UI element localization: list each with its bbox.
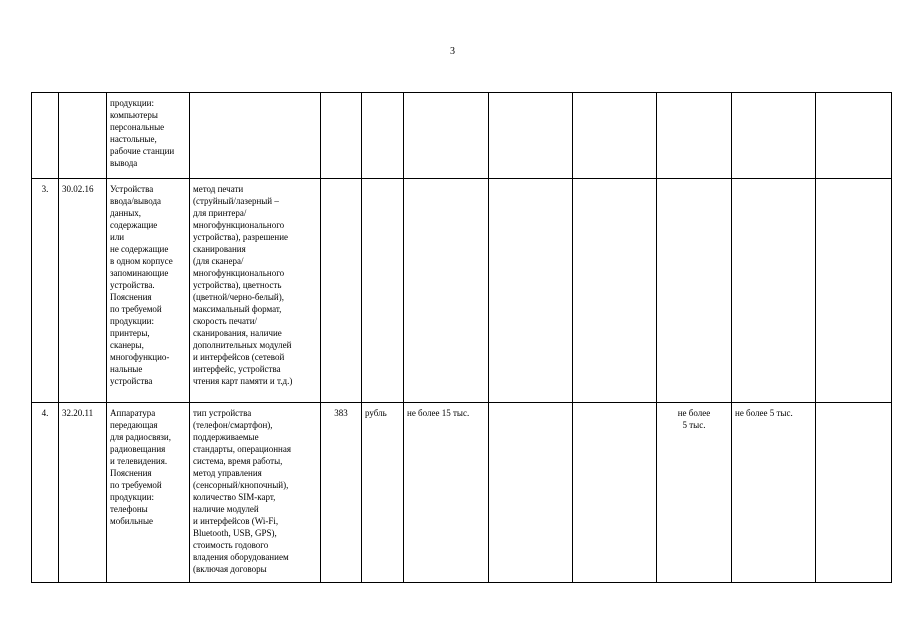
- okei-code-cell: [321, 93, 362, 179]
- characteristics-cell: [190, 93, 321, 179]
- value-cell: [404, 179, 489, 403]
- value-cell: [573, 179, 657, 403]
- table-row: [32, 93, 892, 179]
- characteristics-cell: тип устройства (телефон/смартфон), поддерживаемые стандарты, операционная система, время работы, метод управления (сенсорный/кнопочный), количество SIM-карт, наличие модулей и интерфейсов (Wi-Fi, Bluetooth, USB, GPS), стоимость годового владения оборудованием (включая договоры: [190, 403, 321, 583]
- unit-cell: [362, 93, 404, 179]
- value-cell: не более 5 тыс.: [732, 403, 816, 583]
- value-cell: не более 15 тыс.: [404, 403, 489, 583]
- value-cell: [489, 179, 573, 403]
- unit-cell: рубль: [362, 403, 404, 583]
- okpd-code-cell: [59, 93, 107, 179]
- row-number-cell: 4.: [32, 403, 59, 583]
- value-cell: [732, 179, 816, 403]
- value-cell: [573, 93, 657, 179]
- value-cell: [816, 179, 892, 403]
- requirements-table: [31, 92, 892, 583]
- table-row: [32, 403, 892, 583]
- value-cell: не более 5 тыс.: [657, 403, 732, 583]
- characteristics-cell: метод печати (струйный/лазерный – для принтера/ многофункционального устройства), разрешение сканирования (для сканера/ многофункционального устройства), цветность (цветной/черно-белый), максимальный формат, скорость печати/ сканирования, наличие дополнительных модулей и интерфейсов (сетевой интерфейс, устройства чтения карт памяти и т.д.): [190, 179, 321, 403]
- okpd-code-cell: 32.20.11: [59, 403, 107, 583]
- value-cell: [657, 93, 732, 179]
- product-name-cell: Устройства ввода/вывода данных, содержащие или не содержащие в одном корпусе запоминающие устройства. Пояснения по требуемой продукции: принтеры, сканеры, многофункцио- нальные устройства: [107, 179, 190, 403]
- value-cell: [489, 403, 573, 583]
- row-number-cell: 3.: [32, 179, 59, 403]
- value-cell: [816, 93, 892, 179]
- product-name-cell: Аппаратура передающая для радиосвязи, радиовещания и телевидения. Пояснения по требуемой продукции: телефоны мобильные: [107, 403, 190, 583]
- table-row: [32, 179, 892, 403]
- product-name-cell: продукции: компьютеры персональные настольные, рабочие станции вывода: [107, 93, 190, 179]
- value-cell: [657, 179, 732, 403]
- okei-code-cell: [321, 179, 362, 403]
- value-cell: [732, 93, 816, 179]
- unit-cell: [362, 179, 404, 403]
- value-cell: [573, 403, 657, 583]
- value-cell: [816, 403, 892, 583]
- okei-code-cell: 383: [321, 403, 362, 583]
- value-cell: [489, 93, 573, 179]
- value-cell: [404, 93, 489, 179]
- page-number: 3: [450, 46, 455, 57]
- row-number-cell: [32, 93, 59, 179]
- okpd-code-cell: 30.02.16: [59, 179, 107, 403]
